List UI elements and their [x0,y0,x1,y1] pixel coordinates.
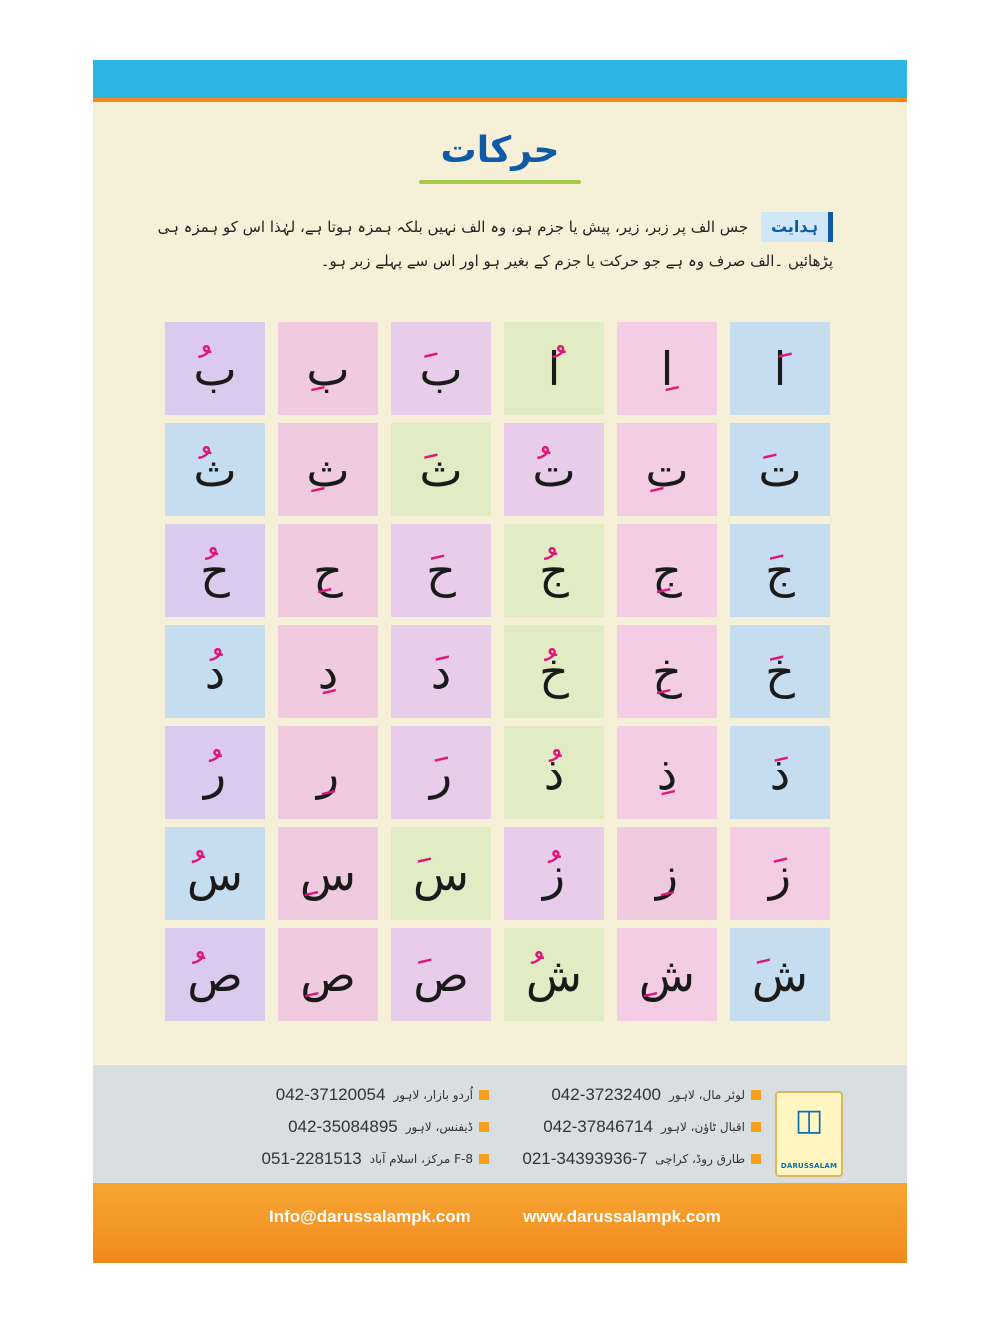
contact-phone: 042-37120054 [275,1085,386,1104]
letter-glyph: ص [300,947,356,1002]
letter-cell [278,322,378,415]
letter-cell [504,928,604,1021]
letter-glyph: ب [306,341,350,396]
email-link[interactable]: Info@darussalampk.com [269,1207,471,1226]
letter-cell [165,322,265,415]
contact-phone: 021-34393936-7 [522,1149,648,1168]
letter-cell [730,827,830,920]
contact-label: ڈیفنس، لاہور [405,1120,473,1134]
letter-cell [165,928,265,1021]
letter-glyph: خ [652,644,682,699]
letter-cell [617,423,717,516]
letter-glyph: س [299,846,357,901]
letter-glyph: ش [751,947,809,1002]
letter-cell [617,524,717,617]
letter-cell [730,322,830,415]
letter-glyph: ر [429,745,453,800]
letter-cell [730,726,830,819]
letter-cell [504,827,604,920]
letter-glyph: ذ [769,745,791,800]
letter-glyph: س [412,846,470,901]
letter-glyph: ث [193,442,237,497]
bullet-icon [751,1154,761,1164]
contact-item [543,1117,761,1137]
bullet-icon [479,1122,489,1132]
letter-glyph: ذ [656,745,678,800]
letter-glyph: ب [193,341,237,396]
letter-cell [278,726,378,819]
darussalam-logo [775,1091,843,1177]
letter-glyph: ص [187,947,243,1002]
letter-cell [278,524,378,617]
footer-contacts [93,1065,907,1183]
contact-phone: 042-37846714 [543,1117,653,1136]
letter-glyph: خ [539,644,569,699]
letter-glyph: س [186,846,244,901]
letter-glyph: ج [652,543,682,598]
letter-glyph: ت [645,442,689,497]
instruction-text: جس الف پر زبر، زیر، پیش یا جزم ہو، وہ الف نہیں بلکہ ہمزہ ہوتا ہے، لہٰذا اس کو ہمزہ ہی پڑھائیں ۔الف صرف وہ ہے جو حرکت یا جزم کے بغیر ہو اور اس سے پہلے زبر ہو۔ [157,218,833,270]
letter-cell [504,423,604,516]
letter-glyph: ا [547,341,561,396]
letter-cell [165,726,265,819]
letter-cell [504,322,604,415]
contact-item [551,1085,761,1105]
contact-item [522,1149,761,1169]
contact-label: F-8 مرکز، اسلام آباد [369,1152,473,1166]
contact-phone: 042-37232400 [551,1085,661,1104]
letter-glyph: ح [200,543,230,598]
top-color-band [93,60,907,98]
letter-glyph: خ [765,644,795,699]
letter-cell [165,524,265,617]
bottom-color-band [93,1183,907,1263]
website-link[interactable]: www.darussalampk.com [523,1207,721,1226]
letter-glyph: ج [765,543,795,598]
contact-label: طارق روڈ، کراچی [655,1152,745,1166]
contact-item [276,1085,489,1105]
letter-glyph: ش [638,947,696,1002]
contact-item [262,1149,489,1169]
bullet-icon [479,1090,489,1100]
letter-cell [278,625,378,718]
letter-glyph: ص [413,947,469,1002]
letter-cell [278,928,378,1021]
letter-glyph: ز [768,846,792,901]
primer-page [93,60,907,1263]
bullet-icon [479,1154,489,1164]
letter-glyph: ا [773,341,787,396]
letter-glyph: ا [660,341,674,396]
letter-cell [391,423,491,516]
book-emblem-icon: ◫ [794,1103,824,1138]
letter-glyph: ر [203,745,227,800]
letter-cell [165,827,265,920]
letter-cell [617,726,717,819]
letter-glyph: ج [539,543,569,598]
letter-glyph: ح [313,543,343,598]
letter-glyph: ث [419,442,463,497]
letter-glyph: ث [306,442,350,497]
letter-glyph: ت [532,442,576,497]
letter-grid [165,322,831,1022]
letter-glyph: ز [655,846,679,901]
logo-text: DARUSSALAM [780,1162,838,1170]
instruction-label: ہدایت [761,212,833,242]
page-title: حرکات [440,130,560,171]
letter-cell [617,625,717,718]
letter-cell [617,827,717,920]
letter-cell [730,423,830,516]
instruction-block [153,210,833,278]
letter-glyph: ح [426,543,456,598]
letter-cell [165,423,265,516]
letter-glyph: ز [542,846,566,901]
contact-phone: 042-35084895 [288,1117,398,1136]
letter-cell [730,625,830,718]
letter-cell [278,423,378,516]
letter-cell [617,928,717,1021]
letter-cell [617,322,717,415]
letter-cell [165,625,265,718]
bullet-icon [751,1122,761,1132]
letter-cell [730,524,830,617]
letter-cell [504,726,604,819]
contact-item [288,1117,489,1137]
letter-cell [391,524,491,617]
letter-cell [278,827,378,920]
letter-cell [730,928,830,1021]
letter-cell [391,625,491,718]
contact-phone: 051-2281513 [261,1149,362,1168]
letter-glyph: ب [419,341,463,396]
contact-label: اُردو بازار، لاہور [393,1088,473,1102]
contact-label: اقبال ٹاؤن، لاہور [660,1120,745,1134]
letter-glyph: ش [525,947,583,1002]
top-accent-line [93,98,907,102]
letter-glyph: ذ [543,745,565,800]
letter-cell [391,322,491,415]
letter-glyph: د [430,644,452,699]
letter-cell [391,726,491,819]
letter-glyph: ت [758,442,802,497]
letter-glyph: د [204,644,226,699]
letter-glyph: ر [316,745,340,800]
bullet-icon [751,1090,761,1100]
title-underline [419,180,581,184]
letter-cell [391,827,491,920]
letter-cell [504,524,604,617]
letter-glyph: د [317,644,339,699]
letter-cell [504,625,604,718]
contact-label: لوئر مال، لاہور [669,1088,745,1102]
letter-cell [391,928,491,1021]
